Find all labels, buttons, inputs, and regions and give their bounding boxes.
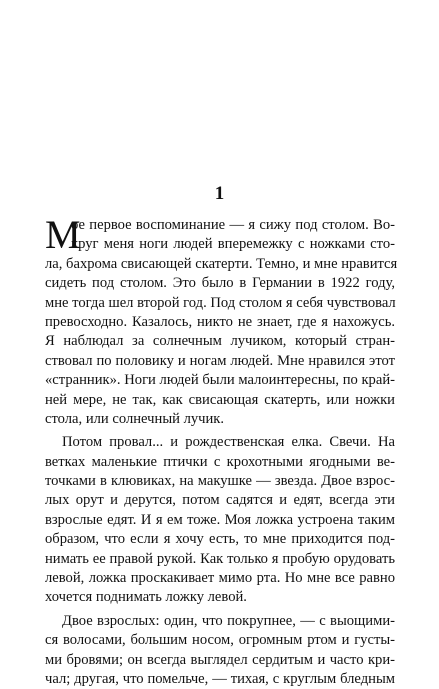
text-line: стола, или солнечный лучик.: [45, 410, 225, 427]
text-line: ми бровями; он всегда выглядел сердитым и часто кри-: [45, 651, 395, 668]
text-line: ней мере, не так, как свисающая скатерть, или ножки: [45, 391, 395, 408]
paragraph-3: [45, 612, 395, 689]
text-line: левой, ложка проскакивает мимо рта. Но мне все равно: [45, 570, 395, 587]
text-line: ся волосами, большим носом, огромным ртом и густы-: [45, 632, 395, 649]
text-line: взрослые едят. И я ем тоже. Моя ложка устроена таким: [45, 511, 395, 528]
text-line: круг меня ноги людей вперемежку с ножками сто-: [71, 236, 395, 253]
text-line: ое первое воспоминание — я сижу под столом. Во-: [71, 217, 395, 233]
text-line: «странник». Ноги людей были малоинтересны, по край-: [45, 372, 395, 389]
text-line: точками в клювиках, на макушке — звезда. Двое взрос-: [45, 473, 395, 490]
text-line: лых орут и дерутся, потом садятся и едят, всегда эти: [45, 492, 395, 509]
text-column: [45, 212, 398, 689]
text-line: ствовал по половику и ногам людей. Мне нравился этот: [45, 352, 395, 369]
text-line: нимать ее правой рукой. Как только я пробую орудовать: [45, 550, 395, 567]
text-line: Я наблюдал за солнечным лучиком, который стран-: [45, 333, 395, 350]
text-line: сидеть под столом. Это было в Германии в 1922 году,: [45, 275, 395, 292]
text-line: превосходно. Казалось, никто не знает, где я нахожусь.: [45, 313, 395, 330]
drop-cap: М: [45, 212, 81, 257]
text-line: мне тогда шел второй год. Под столом я себя чувствовал: [45, 294, 396, 311]
text-line: образом, что если я хочу есть, то мне приходится под-: [45, 531, 395, 548]
text-line: Двое взрослых: один, что покрупнее, — с выощими-: [62, 612, 395, 629]
text-line: Потом провал... и рождественская елка. Свечи. На: [62, 434, 395, 451]
text-line: ветках маленькие птички с крохотными ягодными ве-: [45, 453, 395, 470]
text-line: ла, бахрома свисающей скатерти. Темно, и мне нравится: [45, 255, 398, 272]
paragraph-2: [45, 433, 395, 608]
text-line: чал; другая, что помельче, — тихая, с круглым бледным: [45, 670, 395, 687]
text-line: хочется поднимать ложку левой.: [45, 589, 247, 606]
chapter-number: 1: [214, 183, 225, 204]
paragraph-1: [45, 212, 398, 429]
